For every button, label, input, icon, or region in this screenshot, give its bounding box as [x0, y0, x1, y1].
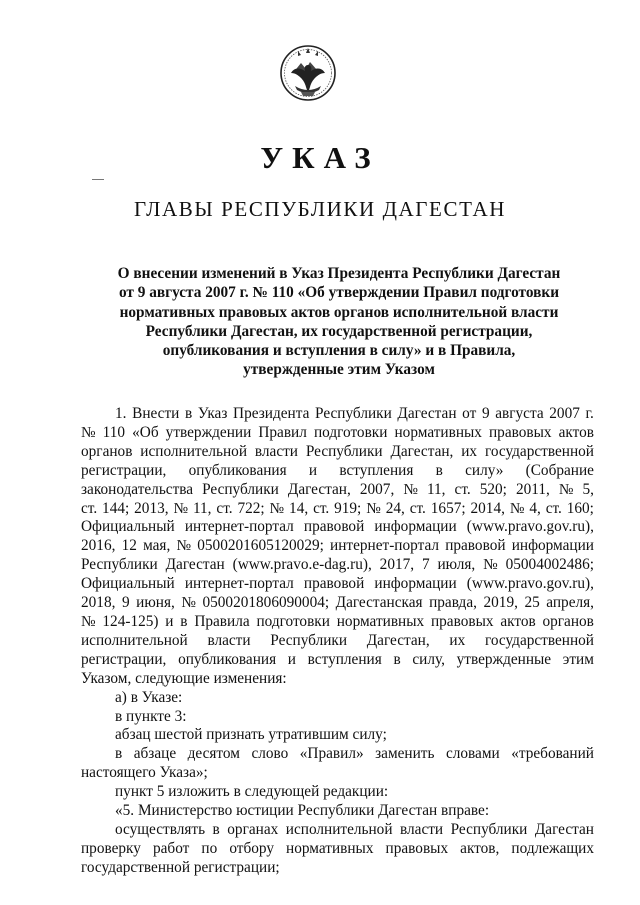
- word: подготовки: [256, 612, 330, 630]
- word: работ: [152, 839, 190, 857]
- word: августа: [495, 405, 544, 422]
- word: по: [201, 839, 218, 857]
- word: Республики: [450, 820, 528, 838]
- word: Правила: [194, 612, 250, 630]
- word: их: [461, 442, 478, 460]
- word: 144;: [102, 499, 130, 517]
- word: 2014,: [470, 499, 505, 517]
- word: Республики: [81, 556, 158, 574]
- word: правовой: [303, 518, 365, 536]
- word: (www.pravo.e-dag.ru),: [232, 556, 372, 574]
- body-line: [81, 481, 594, 500]
- word: правовых: [385, 839, 449, 857]
- word: 25: [524, 594, 540, 612]
- word: Дагестан: [165, 556, 225, 574]
- word: мая,: [143, 537, 171, 555]
- word: №: [509, 499, 525, 517]
- word: 2013,: [134, 499, 169, 517]
- word: вступления: [307, 650, 382, 668]
- heading-line: утвержденные этим Указом: [243, 361, 435, 379]
- word: №: [181, 594, 196, 612]
- word: Дагестан,: [287, 480, 351, 498]
- word: в: [185, 405, 193, 422]
- word: 124-125): [102, 612, 159, 630]
- word: государственной: [484, 442, 594, 460]
- body-line: [81, 613, 594, 632]
- word: абзаце: [133, 745, 177, 763]
- word: исполнительной: [285, 820, 393, 838]
- word: вступления: [339, 461, 414, 479]
- word: нормативных: [336, 612, 425, 630]
- word: ст.: [409, 499, 426, 517]
- word: Республики: [315, 405, 392, 422]
- word: 12: [121, 537, 137, 555]
- word: ст.: [545, 499, 562, 517]
- word: ст.: [313, 499, 330, 517]
- body-line: настоящего Указа»;: [81, 764, 208, 782]
- word: (www.pravo.gov.ru),: [466, 518, 594, 536]
- word: Дагестан,: [390, 442, 454, 460]
- word: исполнительной: [81, 631, 188, 649]
- word: 0500201605120029;: [197, 537, 324, 555]
- word: власти: [254, 442, 298, 460]
- word: 1657;: [430, 499, 466, 517]
- word: в: [115, 745, 123, 763]
- word: 2007,: [359, 480, 395, 498]
- decree-body: [81, 405, 594, 878]
- word: 2018,: [81, 594, 116, 612]
- word: исполнительной: [140, 442, 248, 460]
- word: заменить: [375, 745, 435, 763]
- word: актов,: [460, 839, 500, 857]
- body-line: [81, 840, 594, 859]
- word: правовых: [489, 423, 552, 441]
- word: 11,: [426, 480, 446, 498]
- word: Указ: [197, 405, 228, 422]
- word: Республики: [202, 480, 279, 498]
- word: Официальный: [81, 575, 175, 593]
- word: информации: [374, 518, 457, 536]
- body-line: [81, 500, 594, 519]
- word: государственной: [484, 631, 594, 649]
- word: в: [393, 650, 401, 668]
- word: ст.: [216, 499, 233, 517]
- word: ст.: [81, 499, 98, 517]
- word: Официальный: [81, 518, 175, 536]
- word: органов: [81, 442, 133, 460]
- word: законодательства: [81, 480, 194, 498]
- word: 2011,: [515, 480, 550, 498]
- word: интернет-портал: [184, 575, 294, 593]
- word: 0500201806090004;: [202, 594, 330, 612]
- word: №: [403, 480, 418, 498]
- word: правовых: [430, 612, 494, 630]
- word: и: [308, 461, 318, 479]
- body-line: [81, 405, 594, 424]
- word: информации: [511, 537, 594, 555]
- decree-heading: [108, 264, 570, 380]
- word: их: [449, 631, 466, 649]
- body-line: а) в Указе:: [115, 688, 183, 706]
- word: интернет-портал: [184, 518, 294, 536]
- body-line: [81, 518, 594, 537]
- word: 1.: [115, 405, 127, 422]
- word: Дагестанская: [335, 594, 423, 612]
- body-line: [81, 821, 594, 840]
- word: в: [180, 612, 188, 630]
- word: 722;: [237, 499, 265, 517]
- body-line: [81, 594, 594, 613]
- word: 5,: [582, 480, 594, 498]
- word: №: [558, 480, 574, 498]
- word: информации: [374, 575, 457, 593]
- word: №: [366, 499, 381, 517]
- word: «Об: [132, 423, 159, 441]
- word: 2019,: [483, 594, 518, 612]
- word: правовой: [303, 575, 365, 593]
- body-line: [81, 632, 594, 651]
- word: Дагестан: [397, 405, 457, 422]
- heading-line: Республики Дагестан, их государственной регистрации,: [145, 322, 533, 340]
- word: «Правил»: [299, 745, 364, 763]
- word: утверждении: [165, 423, 252, 441]
- word: Внести: [132, 405, 180, 422]
- word: утвержденные: [456, 650, 552, 668]
- word: и: [287, 650, 296, 668]
- word: слово: [251, 745, 289, 763]
- word: десятом: [187, 745, 240, 763]
- document-title: УКАЗ: [260, 140, 380, 175]
- word: 2007: [549, 405, 580, 422]
- body-line: государственной регистрации;: [81, 858, 280, 876]
- heading-line: О внесении изменений в Указ Президента Республики Дагестан: [117, 265, 561, 282]
- body-line: в пункте 3:: [115, 707, 187, 725]
- margin-mark: [92, 179, 104, 180]
- word: актов: [558, 423, 594, 441]
- word: в: [212, 820, 220, 838]
- heading-line: от 9 августа 2007 г. № 110 «Об утверждении Правил подготовки: [118, 284, 560, 302]
- word: №: [176, 537, 192, 555]
- word: и: [165, 612, 174, 630]
- word: правда,: [429, 594, 477, 612]
- word: Дагестан,: [366, 631, 430, 649]
- word: 7: [421, 556, 430, 574]
- heading-line: опубликования и вступления в силу» и в Правила,: [162, 342, 516, 360]
- body-line: [81, 556, 594, 575]
- word: Президента: [233, 405, 310, 422]
- word: осуществлять: [115, 820, 206, 838]
- word: 2017,: [379, 556, 415, 574]
- word: ст.: [454, 480, 471, 498]
- word: силу»: [465, 461, 504, 479]
- word: «требований: [511, 745, 594, 763]
- document-subtitle: ГЛАВЫ РЕСПУБЛИКИ ДАГЕСТАН: [133, 197, 507, 221]
- word: апреля,: [546, 594, 594, 612]
- word: в: [435, 461, 443, 479]
- word: 14,: [289, 499, 309, 517]
- body-line: [81, 537, 594, 556]
- word: 110: [102, 423, 126, 441]
- body-line: «5. Министерство юстиции Республики Дагестан вправе:: [115, 802, 490, 820]
- word: №: [269, 499, 285, 517]
- word: 9: [121, 594, 130, 612]
- word: июня,: [136, 594, 175, 612]
- word: 160;: [566, 499, 594, 517]
- word: нормативных: [394, 423, 482, 441]
- word: 919;: [334, 499, 362, 517]
- word: опубликования: [188, 461, 287, 479]
- word: г.: [585, 405, 594, 422]
- word: 2016,: [81, 537, 116, 555]
- word: подлежащих: [511, 839, 594, 857]
- word: июля,: [437, 556, 476, 574]
- word: правовой: [445, 537, 506, 555]
- word: (Собрание: [525, 461, 594, 479]
- word: 520;: [479, 480, 507, 498]
- word: Правил: [258, 423, 307, 441]
- word: силу,: [412, 650, 445, 668]
- word: актов: [500, 612, 536, 630]
- word: Республики: [305, 442, 383, 460]
- word: органов: [542, 612, 594, 630]
- word: регистрации,: [81, 650, 167, 668]
- word: этим: [562, 650, 594, 668]
- word: 9: [481, 405, 490, 422]
- heading-line: нормативных правовых актов органов исполнительной власти: [119, 303, 559, 321]
- body-line: пункт 5 изложить в следующей редакции:: [115, 783, 389, 801]
- word: подготовки: [313, 423, 388, 441]
- word: проверку: [81, 839, 141, 857]
- word: №: [483, 556, 498, 574]
- word: опубликования: [178, 650, 277, 668]
- coat-of-arms-eagle-icon: [279, 41, 337, 105]
- word: 11,: [192, 499, 212, 517]
- word: нормативных: [286, 839, 374, 857]
- word: от: [462, 405, 477, 422]
- body-line: Указом, следующие изменения:: [81, 669, 287, 687]
- word: регистрации,: [81, 461, 167, 479]
- body-line: [81, 462, 594, 481]
- body-line: [81, 424, 594, 443]
- body-line: [81, 443, 594, 462]
- word: (www.pravo.gov.ru),: [466, 575, 594, 593]
- body-line: [81, 575, 594, 594]
- word: отбору: [229, 839, 274, 857]
- body-line: [81, 651, 594, 670]
- body-line: абзац шестой признать утратившим силу;: [115, 726, 387, 744]
- word: 24,: [385, 499, 405, 517]
- word: 05004002486;: [505, 556, 594, 574]
- word: 4,: [529, 499, 541, 517]
- word: №: [81, 612, 96, 630]
- word: власти: [400, 820, 444, 838]
- word: словами: [445, 745, 500, 763]
- word: Дагестан: [534, 820, 594, 838]
- word: власти: [207, 631, 251, 649]
- word: органах: [227, 820, 279, 838]
- word: №: [81, 423, 96, 441]
- word: Республики: [270, 631, 348, 649]
- word: интернет-портал: [330, 537, 440, 555]
- word: №: [173, 499, 189, 517]
- body-line: [81, 745, 594, 764]
